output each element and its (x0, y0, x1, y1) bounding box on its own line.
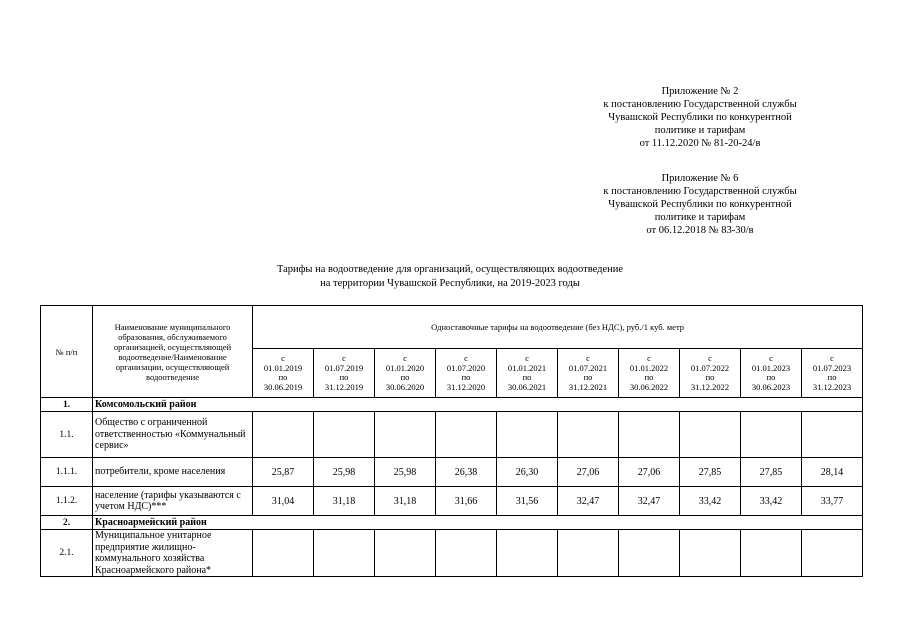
tariff-value (802, 530, 863, 577)
table-row (41, 412, 863, 458)
period-to: 30.06.2021 (507, 381, 547, 392)
appendix-line: к постановлению Государственной службы (603, 99, 797, 110)
period-to-word: по (278, 372, 288, 382)
appendix-line: политике и тарифам (654, 125, 746, 136)
period-from-word: с (708, 353, 712, 363)
tariff-value (314, 412, 375, 458)
tariff-value (741, 412, 802, 458)
header-name: Наименование муниципального образования, обслуживаемого организацией, осуществляющей водоотведение/Наименование организации, осуществляющей водоотведение (93, 306, 253, 398)
period-from: 01.07.2022 (690, 362, 730, 373)
period-to-word: по (522, 372, 532, 382)
period-to: 31.12.2020 (446, 381, 486, 392)
period-from: 01.01.2023 (751, 362, 791, 373)
tariff-value: 32,47 (619, 487, 680, 516)
period-to: 30.06.2020 (385, 381, 425, 392)
header-tariffs: Одноставочные тарифы на водоотведение (без НДС), руб./1 куб. метр (253, 306, 863, 349)
row-number: 1.1. (41, 412, 93, 458)
appendix-line: от 06.12.2018 № 83-30/в (646, 225, 754, 236)
tariff-value: 26,30 (497, 458, 558, 487)
tariff-value (802, 412, 863, 458)
period-from: 01.01.2022 (629, 362, 669, 373)
tariff-value: 31,56 (497, 487, 558, 516)
period-to: 31.12.2023 (812, 381, 852, 392)
document-title-line: на территории Чувашской Республики, на 2019-2023 годы (320, 278, 580, 289)
table-body (41, 398, 863, 577)
period-from-word: с (769, 353, 773, 363)
appendix-current (560, 85, 840, 150)
row-name: население (тарифы указываются с учетом НДС)*** (93, 487, 253, 516)
tariff-value: 28,14 (802, 458, 863, 487)
tariff-value (375, 412, 436, 458)
period-to-word: по (644, 372, 654, 382)
period-to: 30.06.2022 (629, 381, 669, 392)
period-from-word: с (281, 353, 285, 363)
row-number: 2.1. (41, 530, 93, 577)
header-num: № п/п (41, 306, 93, 398)
tariff-value (436, 412, 497, 458)
tariff-value: 31,18 (375, 487, 436, 516)
tariff-value (253, 412, 314, 458)
period-to: 31.12.2021 (568, 381, 608, 392)
period-to-word: по (400, 372, 410, 382)
period-to-word: по (583, 372, 593, 382)
tariff-value (436, 530, 497, 577)
appendix-line: политике и тарифам (654, 212, 746, 223)
row-number: 2. (41, 516, 93, 530)
tariff-value: 33,42 (741, 487, 802, 516)
appendix-line: Приложение № 6 (661, 173, 739, 184)
tariff-value: 27,06 (619, 458, 680, 487)
tariff-value: 27,85 (680, 458, 741, 487)
period-from-word: с (647, 353, 651, 363)
period-to-word: по (705, 372, 715, 382)
tariff-value: 33,77 (802, 487, 863, 516)
section-name: Комсомольский район (93, 398, 863, 412)
appendix-line: Приложение № 2 (661, 86, 739, 97)
tariff-value (619, 530, 680, 577)
tariff-value: 25,98 (314, 458, 375, 487)
period-from: 01.01.2020 (385, 362, 425, 373)
tariff-value (375, 530, 436, 577)
tariff-value (558, 412, 619, 458)
document-title-line: Тарифы на водоотведение для организаций, осуществляющих водоотведение (276, 264, 624, 275)
period-header (375, 349, 436, 398)
tariff-value: 25,87 (253, 458, 314, 487)
tariff-value: 27,85 (741, 458, 802, 487)
tariff-value (497, 530, 558, 577)
tariff-value: 33,42 (680, 487, 741, 516)
tariff-value (314, 530, 375, 577)
period-to-word: по (766, 372, 776, 382)
period-from: 01.07.2019 (324, 362, 364, 373)
period-to: 31.12.2022 (690, 381, 730, 392)
document-title (150, 263, 750, 291)
row-number: 1.1.2. (41, 487, 93, 516)
tariff-value (680, 412, 741, 458)
row-name: Общество с ограниченной ответственностью «Коммунальный сервис» (93, 412, 253, 458)
period-header (497, 349, 558, 398)
period-from: 01.07.2021 (568, 362, 608, 373)
appendix-line: от 11.12.2020 № 81-20-24/в (639, 138, 761, 149)
tariff-value (680, 530, 741, 577)
row-number: 1.1.1. (41, 458, 93, 487)
tariff-value: 32,47 (558, 487, 619, 516)
period-from-word: с (525, 353, 529, 363)
period-header (253, 349, 314, 398)
period-from: 01.07.2023 (812, 362, 852, 373)
period-to: 31.12.2019 (324, 381, 364, 392)
tariff-value: 31,04 (253, 487, 314, 516)
section-name: Красноармейский район (93, 516, 863, 530)
period-to-word: по (461, 372, 471, 382)
row-number: 1. (41, 398, 93, 412)
tariff-value (619, 412, 680, 458)
period-header (558, 349, 619, 398)
row-name: Муниципальное унитарное предприятие жилищно-коммунального хозяйства Красноармейского района* (93, 530, 253, 577)
period-to: 30.06.2023 (751, 381, 791, 392)
appendix-original (560, 172, 840, 237)
appendix-line: Чувашской Республики по конкурентной (608, 112, 792, 123)
row-name: потребители, кроме населения (93, 458, 253, 487)
table-row (41, 530, 863, 577)
period-from: 01.01.2021 (507, 362, 547, 373)
period-from-word: с (586, 353, 590, 363)
table-row (41, 487, 863, 516)
period-header (802, 349, 863, 398)
period-from-word: с (830, 353, 834, 363)
tariff-value (253, 530, 314, 577)
tariff-value (497, 412, 558, 458)
section-row (41, 398, 863, 412)
tariff-value (741, 530, 802, 577)
period-from-word: с (464, 353, 468, 363)
period-to-word: по (339, 372, 349, 382)
period-header (436, 349, 497, 398)
period-from: 01.01.2019 (263, 362, 303, 373)
period-from-word: с (403, 353, 407, 363)
tariff-value (558, 530, 619, 577)
tariff-table (40, 305, 863, 577)
tariff-value: 31,18 (314, 487, 375, 516)
tariff-value: 31,66 (436, 487, 497, 516)
table-row (41, 458, 863, 487)
tariff-value: 26,38 (436, 458, 497, 487)
appendix-line: к постановлению Государственной службы (603, 186, 797, 197)
tariff-value: 27,06 (558, 458, 619, 487)
period-from-word: с (342, 353, 346, 363)
period-header (680, 349, 741, 398)
period-to-word: по (827, 372, 837, 382)
period-to: 30.06.2019 (263, 381, 303, 392)
section-row (41, 516, 863, 530)
tariff-value: 25,98 (375, 458, 436, 487)
period-header (741, 349, 802, 398)
period-header (619, 349, 680, 398)
appendix-line: Чувашской Республики по конкурентной (608, 199, 792, 210)
period-header (314, 349, 375, 398)
period-from: 01.07.2020 (446, 362, 486, 373)
